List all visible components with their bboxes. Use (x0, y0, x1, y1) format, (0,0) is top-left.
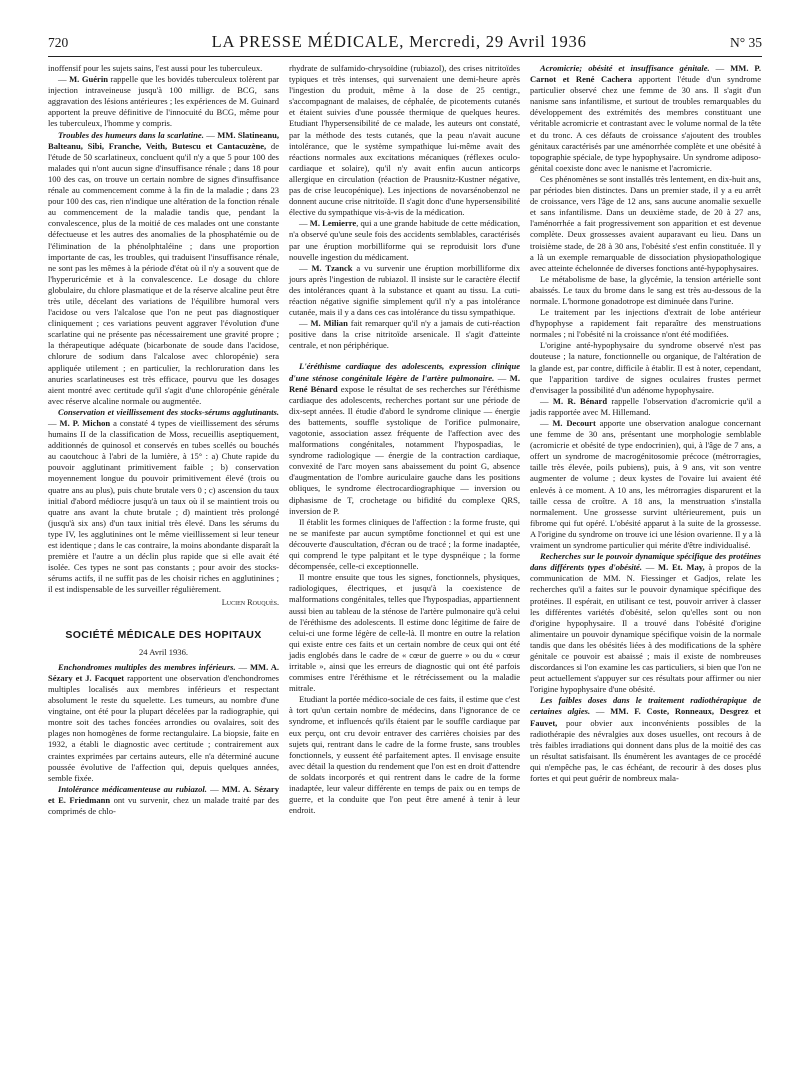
section-paragraph: Les faibles doses dans le traitement radiothérapique de certaines algies. — MM. F. Coste, Ronneaux, Desgrez et Fauvet, pour obvier aux inconvénients possibles de la radiothérapie des névralgies aux doses usuelles, ont recours à de très faibles irradiations qui donnent dans plus de la moitié des cas un résultat satisfaisant. Ils énumèrent les avantages de ce procédé qui n'empêche pas, le cas échéant, de recourir à des doses plus fortes et qui peut guérir de nombreux mala- (530, 695, 761, 783)
paragraph: inoffensif pour les sujets sains, l'est aussi pour les tuberculeux. (48, 63, 263, 73)
section-paragraph: Conservation et vieillissement des stocks-sérums agglutinants. — M. P. Michon a constaté 4 types de vieillissement des sérums humains II de la classification de Moss, recueillis aseptiquement, additionnés de quinosol et conservés en tubes scellés ou bouchés au caoutchouc à l'abri de la lumière, à 15° : a) Chute rapide du pouvoir agglutinant primitivement faible ; b) conservation moyennement longue du pouvoir primitivement élevé (trois ou quatre ans au plus), puis chute brutale vers 0 ; c) ascension du taux initial d'abord médiocre jusqu'à un taux où il se maintient trois ou quatre ans avant la chute brutale ; d) maintient très prolongé (jusqu'à six ans) d'un taux initial très élevé. Dans les sérums du type IV, les agglutinines ont le même vieillissement si leur teneur est identique ; dans le cas contraire, la moins abondante disparaît la première et l'autre a un déclin plus rapide que si elle avait été isolée. Ces types ne sont pas constants ; pour avoir des stocks-sérums actifs, il ne suffit pas de les choisir riches en agglutinines ; il est indispensable de les surveiller régulièrement. (48, 406, 279, 595)
paragraph-text: a vu survenir une éruption morbilliforme dix jours après l'ingestion de rubiazol. Il insiste sur le caractère électif des intolérances quant à la substance et quant au tissu. La cuti-réaction négative signifie simplement qu'il n'y a pas intolérance cutanée, mais il y a dans ces cas intolérance du tissu sympathique. (289, 262, 520, 318)
author-names: MM. A. Sézary et E. Friedmann (48, 783, 279, 805)
paragraph-text: apporte une observation analogue concernant une femme de 30 ans, présentant une morphologie semblable (acromicrie et obésité de type endocrinien), qui, à l'âge de 7 ans, a offert un syndrome de macrogénitosomie précoce (métrorragies, taille très élevée, poils pubiens), puis, à 9 ans, vit son ventre augmenter de volume ; deux kystes de l'ovaire lui avaient été enlevés à ce moment. A 10 ans, les métrorragies disparurent et la taille cessa de croître. A 18 ans, la menstruation s'installa normalement. Une grossesse survint ultérieurement, puis un fibrome qui fut opéré. L'obésité apparut à la suite de la grossesse. A l'origine du syndrome on trouve ici une lésion ovarienne. Il y a là vraiment un syndrome particulier qui mérite d'être individualisé. (530, 418, 761, 551)
section-heading: Conservation et vieillissement des stocks-sérums agglutinants. (58, 406, 279, 417)
running-header (48, 32, 762, 57)
section-paragraph: Intolérance médicamenteuse au rubiazol. — MM. A. Sézary et E. Friedmann ont vu survenir, chez un malade traité par des comprimés de chlo- (48, 783, 279, 816)
page-number: 720 (48, 35, 69, 50)
paragraph: Le traitement par les injections d'extrait de lobe antérieur d'hypophyse a rapidement fait reparaître des menstruations normales ; ni l'obésité ni la croissance n'ont été modifiées. (530, 307, 761, 340)
author-name: M. Tzanck (311, 262, 353, 273)
section-paragraph: Recherches sur le pouvoir dynamique spécifique des protéines dans différents types d'obésité. — M. Et. May, à propos de la communication de MM. N. Fiessinger et Gadjos, relate les recherches qu'il a faites sur le pouvoir dynamique spécifique des protéines. Il espérait, en utilisant ce test, pouvoir arriver à classer les différentes variétés d'obésité, selon qu'elles sont ou non d'origine hypophysaire. Il a trouvé dans l'obésité d'origine alimentaire un pouvoir dynamique spécifique voisin de la normale tandis que dans les obésités liées à des modifications de la sphère génitale ce pouvoir est abaissé ; mais il existe de nombreuses discordances si l'on examine les cas particuliers, si bien que l'on ne peut actuellement s'appuyer sur ces résultats pour affirmer ou nier l'origine hypophysaire d'une obésité. (530, 551, 761, 695)
paragraph: — M. Guérin rappelle que les bovidés tuberculeux tolèrent par injection intraveineuse jusqu'à 100 milligr. de BCG, sans aggravation des lésions antérieures ; les expériences de M. Guinard apportent la preuve définitive de l'innocuité du BCG, même pour les tuberculeux, l'homme y compris. (48, 74, 279, 129)
author-name: M. Decourt (552, 418, 596, 428)
author-names: MM. F. Coste, Ronneaux, Desgrez et Fauvet, (530, 706, 761, 728)
paragraph: — M. Milian fait remarquer qu'il n'y a jamais de cuti-réaction positive dans la crise nitritoïde arsenicale. Il s'agit d'atteinte centrale, et non périphérique. (289, 318, 521, 351)
column-2 (289, 63, 520, 817)
paragraph: rhydrate de sulfamido-chrysoïdine (rubiazol), des crises nitritoïdes typiques et très intenses, qui survenaient une demi-heure après l'ingestion du produit, même à la dose de 25 centigr., s'accompagnant de malaises, de céphalée, de picotements cutanés et étaient suivies d'une poussée thermique de quelques heures. Etudiant l'hypersensibilité de ce malade, les auteurs ont constaté, par la méthode des tests cutanés, que la peau n'avait aucune intolérance, que le système sympathique lui-même avait des réactions normales aux excitations mécaniques (réflexes oculo-cardiaque et solaire), qu'il n'y avait enfin aucun anticorps allergique en circulation (réaction de Prausnitz-Kustner négative, pas de crise leucopénique). Les injections de novarsénobenzol ne donnent aucune crise nitritoïde. Il s'agit donc d'une hypersensibilité élective du sympathique vis-à-vis de la médication. (289, 63, 520, 218)
paragraph-text: rapportent une observation d'enchondromes multiples localisés aux membres inférieurs et respectant absolument le reste du squelette. Les tumeurs, au nombre d'une vingtaine, ont été pour la plupart décelées par la radiographie, qui montre soit des taches foncées arrondies ou ovalaires, soit des plages non homogènes de forme rectangulaire. La biopsie, faite en 1932, a établi le diagnostic avec certitude ; contrairement aux craintes exprimées par certains auteurs, elle n'a déterminé aucune poussée évolutive de l'affection qui, depuis quelques années, semble fixée. (48, 672, 279, 783)
paragraph: — M. Tzanck a vu survenir une éruption morbilliforme dix jours après l'ingestion de rubiazol. Il insiste sur le caractère électif des intolérances quant à la substance et quant au tissu. La cuti-réaction négative signifie simplement qu'il n'y a pas intolérance cutanée, mais il y a dans ces cas intolérance du tissu sympathique. (289, 262, 520, 318)
paragraph-text: fait remarquer qu'il n'y a jamais de cuti-réaction positive dans la crise nitritoïde arsenicale. Il s'agit d'atteinte centrale, et non périphérique. (289, 318, 521, 351)
paragraph-text: à propos de la communication de MM. N. Fiessinger et Gadjos, relate les recherches qu'il a faites sur le pouvoir dynamique spécifique des protéines. Il espérait, en utilisant ce test, pouvoir arriver à classer les différentes variétés d'obésité, selon qu'elles sont ou non d'origine hypophysaire. Il a trouvé dans l'obésité d'origine alimentaire un pouvoir dynamique spécifique voisin de la normale tandis que dans les obésités liées à des modifications de la sphère génitale ce pouvoir est abaissé ; mais il existe de nombreuses discordances si l'on examine les cas particuliers, si bien que l'on ne peut actuellement s'appuyer sur ces résultats pour affirmer ou nier l'origine hypophysaire d'une obésité. (530, 562, 761, 695)
paragraph: — M. Decourt apporte une observation analogue concernant une femme de 30 ans, présentant une morphologie semblable (acromicrie et obésité de type endocrinien), qui, à l'âge de 7 ans, a offert un syndrome de macrogénitosomie précoce (métrorragies, taille très élevée, poils pubiens), puis, à 9 ans, vit son ventre augmenter de volume ; deux kystes de l'ovaire lui avaient été enlevés à ce moment. A 10 ans, les métrorragies disparurent et la taille cessa de croître. A 18 ans, la menstruation s'installa normalement. Une grossesse survint ultérieurement, puis un fibrome qui fut opéré. L'obésité apparut à la suite de la grossesse. A l'origine du syndrome on trouve ici une lésion ovarienne. Il y a là vraiment un syndrome particulier qui mérite d'être individualisé. (530, 418, 761, 551)
section-heading: Les faibles doses dans le traitement radiothérapique de certaines algies. (530, 695, 761, 717)
paragraph-text: , qui a une grande habitude de cette médication, n'a observé qu'une seule fois des accidents semblables, caractérisés par une éruption morbilliforme qui se reproduisit lors d'une nouvelle ingestion du médicament. (289, 218, 521, 262)
section-paragraph: Enchondromes multiples des membres inférieurs. — MM. A. Sézary et J. Facquet rapportent une observation d'enchondromes multiples localisés aux membres inférieurs et respectant absolument le reste du squelette. Les tumeurs, au nombre d'une vingtaine, ont été pour la plupart décelées par la radiographie, qui montre soit des taches foncées arrondies ou ovalaires, soit des plages non homogènes de forme rectangulaire. La biopsie, faite en 1932, a établi le diagnostic avec certitude ; contrairement aux craintes exprimées par certains auteurs, elle n'a déterminé aucune poussée évolutive de l'affection qui, depuis quelques années, semble fixée. (48, 661, 280, 783)
paragraph: Il établit les formes cliniques de l'affection : la forme fruste, qui ne se manifeste par aucun symptôme fonctionnel et qui est une découverte d'auscultation, d'écran ou de tracé ; la forme inadaptée, qui comprend le type palpitant et le type dyspnéique ; la forme décompensée, celle-ci exceptionnelle. (289, 516, 520, 572)
author-names: MM. P. Carnot et René Cachera (530, 63, 761, 85)
spacer (289, 351, 520, 361)
section-paragraph: Troubles des humeurs dans la scarlatine. — MM. Slatineanu, Balteanu, Sibi, Franche, Veith, Butescu et Cantacuzène, de l'étude de 50 scarlatineux, concluent qu'il n'y a que 5 pour 100 des malades qui n'ont aucun signe d'insuffisance rénale ; dans 18 pour 100 des cas, on trouve un certain nombre de signes d'insuffisance rénale au commencement comme à la fin de la maladie ; dans 23 pour 100 des cas, rien n'indique une altération de la fonction rénale au commencement de la maladie tandis que, pendant la convalescence, plus de la moitié de ces malades ont une constante défectueuse et les autres des anomalies de la phosphatémie ou de l'élimination de la phénolphtaléine ; dans une proportion importante de cas, les troubles, qui traduisent l'insuffisance rénale, ne sont pas les mêmes à la période d'état où il n'y a souvent que de l'hyperuricémie et à la convalescence. Le dosage du chlore globulaire, du chlore plasmatique et de la réserve alcaline peut être très utile, décelant des variations de l'équilibre humoral vers l'acidose ou vers l'alcalose que l'on ne peut pas diagnostiquer cliniquement ; ces variations peuvent aggraver l'évolution d'une scarlatine qui ne présente pas nécessairement une gravité propre ; la thérapeutique adéquate (bicarbonate de soude dans l'acidose, chlorure de sodium dans l'alcalose avec chloropénie) sera appliquée utilement ; en particulier, la rechloruration dans les anuries scarlatineuses est très efficace, pourvu que les dosages aient montré avec certitude qu'il s'agit d'une chloropénie générale avec réserve alcaline normale ou augmentée. (48, 129, 279, 406)
paragraph: — M. R. Bénard rappelle l'observation d'acromicrie qu'il a jadis rapportée avec M. Hillemand. (530, 395, 762, 417)
paragraph-text: ont vu survenir, chez un malade traité par des comprimés de chlo- (48, 794, 279, 816)
author-name: M. Guérin (69, 74, 108, 85)
section-paragraph: Acromicrie; obésité et insuffisance génitale. — MM. P. Carnot et René Cachera apportent l'étude d'un syndrome particulier observé chez une femme de 30 ans. Il s'agit d'un nanisme sans infantilisme, et surtout de troubles remarquables du développement des extrémités des membres constituant une véritable acromicrie et contrastant avec le volume normal de la tête et du tronc. A ces défauts de croissance s'ajoutent des troubles génitaux caractérisés par une aménorrhée complète et une obésité à topographie spéciale, de type hypophysaire. Un syndrome adiposo-génital coexiste donc avec le nanisme et l'acromicrie. (530, 63, 761, 173)
society-heading: SOCIÉTÉ MÉDICALE DES HOPITAUX (65, 628, 262, 641)
journal-title: LA PRESSE MÉDICALE, Mercredi, 29 Avril 1936 (211, 32, 587, 51)
paragraph-text: rappelle que les bovidés tuberculeux tolèrent par injection intraveineuse jusqu'à 100 milligr. de BCG, sans aggravation des lésions antérieures ; les expériences de M. Guinard apportent la preuve définitive de l'innocuité du BCG, même pour les tuberculeux, l'homme y compris. (48, 74, 279, 129)
author-name: M. Milian (310, 318, 348, 329)
paragraph-text: pour obvier aux inconvénients possibles de la radiothérapie des névralgies aux doses usuelles, ont recours à de très faibles irradiations qui donnent dans plus de la moitié des cas un résultat satisfaisant. Ils énumèrent les avantages de ce procédé qui n'empêche pas, le cas échéant, de recourir à des doses plus fortes et qui peut guérir de nombreux mala- (530, 717, 761, 783)
paragraph: L'origine anté-hypophysaire du syndrome observé n'est pas douteuse ; la nature, fonctionnelle ou organique, de l'altération de la glande est, par contre, difficile à établir. Il est à noter, cependant, que l'apparition tardive de signes oculaires frustes permet d'envisager la possibilité d'un adénome hypophysaire. (530, 340, 761, 395)
author-name: M. P. Michon (59, 418, 111, 428)
paragraph-text: rappelle l'observation d'acromicrie qu'il a jadis rapportée avec M. Hillemand. (530, 395, 762, 417)
section-heading: Acromicrie; obésité et insuffisance génitale. (540, 63, 710, 73)
issue-number: N° 35 (729, 35, 762, 50)
author-name: M. Et. May, (658, 562, 705, 573)
section-heading: L'éréthisme cardiaque des adolescents, expression clinique d'une sténose congénitale légère de l'artère pulmonaire. (289, 361, 520, 383)
paragraph: — M. Lemierre, qui a une grande habitude de cette médication, n'a observé qu'une seule fois des accidents semblables, caractérisés par une éruption morbilliforme qui se reproduisit lors d'une nouvelle ingestion du médicament. (289, 218, 521, 262)
paragraph: Ces phénomènes se sont installés très lentement, en dix-huit ans, par périodes bien distinctes. Dans un premier stade, il y a eu arrêt de croissance, vers l'âge de 12 ans, sans aucune anomalie sexuelle et sans infantilisme. Dans un deuxième stade, de 20 à 27 ans, l'aménorrhée a fait progressivement son apparition et est devenue complète. Deux grossesses avaient auparavant eu lieu. Dans un troisième stade, de 28 à 30 ans, l'obésité s'est enfin constituée. Il y a là un exemple remarquable de dissociation physiopathologique avec atteinte échelonnée de diverses fonctions anté-hypophysaires. (530, 173, 761, 273)
paragraph: Il montre ensuite que tous les signes, fonctionnels, physiques, radiologiques, électriques, et jusqu'à la coexistence de malformations congénitales, telles que l'hypospadias, appartiennent aussi bien au tableau de la sténose de l'artère pulmonaire qu'à celui de l'éréthisme des adolescents. Il estime donc légitime de faire de celui-ci une forme légère de celle-là. Il montre en outre la relation qui existe entre ces faits et un certain nombre de ceux qui ont été jadis englobés dans le cadre de « cœur de guerre » ou du « cœur irritable », ainsi que les erreurs de diagnostic qui ont été parfois commises entre l'éréthisme et le rétrécissement ou la maladie mitrale. (289, 572, 520, 694)
paragraph-text: expose le résultat de ses recherches sur l'éréthisme cardiaque des adolescents, recherches portant sur une période de dix-sept années. Il étudie d'abord le syndrome clinique — énergie des battements, souffle systolique de l'orifice pulmonaire, vagotonie, association assez fréquente de l'affection avec des malformations congénitales, notamment l'hypospadias, le syndrome radiologique — énergie de la contraction cardiaque, convexité de l'arc moyen sans abaissement du point G, absence d'augmentation de l'ombre auriculaire gauche dans les positions obliques, le syndrome électrocardiographique — inversion ou diphasisme de T, crochetage ou bifidité du complexe QRS, inversion de P. (289, 383, 520, 516)
session-date: 24 Avril 1936. (139, 646, 188, 657)
paragraph-text: apportent l'étude d'un syndrome particulier observé chez une femme de 30 ans. Il s'agit d'un nanisme sans infantilisme, et surtout de troubles remarquables du développement des extrémités des membres constituant une véritable acromicrie et contrastant avec le volume normal de la tête et du tronc. A ces défauts de croissance s'ajoutent des troubles génitaux caractérisés par une aménorrhée complète et une obésité à topographie spéciale, de type hypophysaire. Un syndrome adiposo-génital coexiste donc avec le nanisme et l'acromicrie. (530, 74, 761, 173)
column-3 (530, 63, 761, 817)
section-heading: Intolérance médicamenteuse au rubiazol. (58, 783, 207, 794)
author-names: MM. Slatineanu, Balteanu, Sibi, Franche, Veith, Butescu et Cantacuzène, (48, 129, 279, 151)
author-name: M. Lemierre (309, 218, 357, 229)
author-name: M. R. Bénard (552, 395, 608, 406)
column-1 (48, 63, 279, 817)
paragraph-text: de l'étude de 50 scarlatineux, concluent qu'il n'y a que 5 pour 100 des malades qui n'ont aucun signe d'insuffisance rénale ; dans 18 pour 100 des cas, on trouve un certain nombre de signes d'insuffisance rénale au commencement comme à la fin de la maladie ; dans 23 pour 100 des cas, rien n'indique une altération de la fonction rénale au commencement de la maladie tandis que, pendant la convalescence, plus de la moitié de ces malades ont une constante défectueuse et les autres des anomalies de la phosphatémie ou de l'élimination de la phénolphtaléine ; dans une proportion importante de cas, les troubles, qui traduisent l'insuffisance rénale, ne sont pas les mêmes à la période d'état où il n'y a souvent que de l'hyperuricémie et à la convalescence. Le dosage du chlore globulaire, du chlore plasmatique et de la réserve alcaline peut être très utile, décelant des variations de l'équilibre humoral vers l'acidose ou vers l'alcalose que l'on ne peut pas diagnostiquer cliniquement ; ces variations peuvent aggraver l'évolution d'une scarlatine qui ne présente pas nécessairement une gravité propre ; la thérapeutique adéquate (bicarbonate de soude dans l'acidose, chlorure de sodium dans l'alcalose avec chloropénie) sera appliquée utilement ; en particulier, la rechloruration dans les anuries scarlatineuses est très efficace, pourvu que les dosages aient montré avec certitude qu'il s'agit d'une chloropénie générale avec réserve alcaline normale ou augmentée. (48, 140, 279, 406)
author-name: M. René Bénard (289, 372, 521, 394)
author-names: MM. A. Sézary et J. Facquet (48, 661, 280, 683)
columns (48, 63, 762, 817)
section-paragraph: L'éréthisme cardiaque des adolescents, expression clinique d'une sténose congénitale légère de l'artère pulmonaire. — M. René Bénard expose le résultat de ses recherches sur l'éréthisme cardiaque des adolescents, recherches portant sur une période de dix-sept années. Il étudie d'abord le syndrome clinique — énergie des battements, souffle systolique de l'orifice pulmonaire, vagotonie, association assez fréquente de l'affection avec des malformations congénitales, notamment l'hypospadias, le syndrome radiologique — énergie de la contraction cardiaque, convexité de l'arc moyen sans abaissement du point G, absence d'augmentation de l'ombre auriculaire gauche dans les positions obliques, le syndrome électrocardiographique — inversion ou diphasisme de T, crochetage ou bifidité du complexe QRS, inversion de P. (289, 361, 521, 516)
section-heading: Enchondromes multiples des membres inférieurs. (58, 661, 236, 672)
section-heading: Troubles des humeurs dans la scarlatine. (58, 129, 204, 140)
paragraph-text: a constaté 4 types de vieillissement des sérums humains II de la classification de Moss, recueillis aseptiquement, additionnés de quinosol et conservés en tubes scellés ou bouchés au caoutchouc à l'abri de la lumière, à 15° : a) Chute rapide du pouvoir agglutinant primitivement faible ; b) conservation moyennement longue du pouvoir primitivement élevé (trois ou quatre ans au plus), puis chute brutale vers 0 ; c) ascension du taux initial d'abord médiocre jusqu'à un taux où il se maintient trois ou quatre ans avant la chute brutale ; d) maintient très prolongé (jusqu'à six ans) d'un taux initial très élevé. Dans les sérums du type IV, les agglutinines ont le même vieillissement si leur teneur est identique ; dans le cas contraire, la moins abondante disparaît la première et l'autre a un déclin plus rapide que si elle avait été isolée. Ces types ne sont pas constants ; pour avoir des stocks-sérums actifs, il ne suffit pas de les choisir riches en agglutinines ; il est indispensable de les surveiller régulièrement. (48, 418, 279, 595)
paragraph: Etudiant la portée médico-sociale de ces faits, il estime que c'est à tort qu'un certain nombre de médecins, dans l'ignorance de ce syndrome, et influencés qu'ils étaient par le souffle cardiaque par eux perçu, ont cru devoir entraver des carrières choisies par des sujets qui, rentrant dans le cadre de la forme fruste, sans troubles fonctionnels, y eussent été parfaitement aptes. Il envisage ensuite avec détail la question du rendement que l'on est en droit d'attendre de soldats incorporés et qui rentrent dans le cadre de la forme inadaptée, leur valeur différente en temps de paix ou en temps de guerre, et la conduite que l'on peut être amené à tenir à leur endroit. (289, 694, 520, 816)
signature: Lucien Rouquès. (221, 597, 279, 607)
paragraph: Le métabolisme de base, la glycémie, la tension artérielle sont abaissés. Le taux du brome dans le sang est très au-dessous de la normale. L'hormone gonadotrope est diminuée dans l'urine. (530, 273, 761, 306)
section-heading: Recherches sur le pouvoir dynamique spécifique des protéines dans différents types d'obésité. (530, 551, 761, 573)
